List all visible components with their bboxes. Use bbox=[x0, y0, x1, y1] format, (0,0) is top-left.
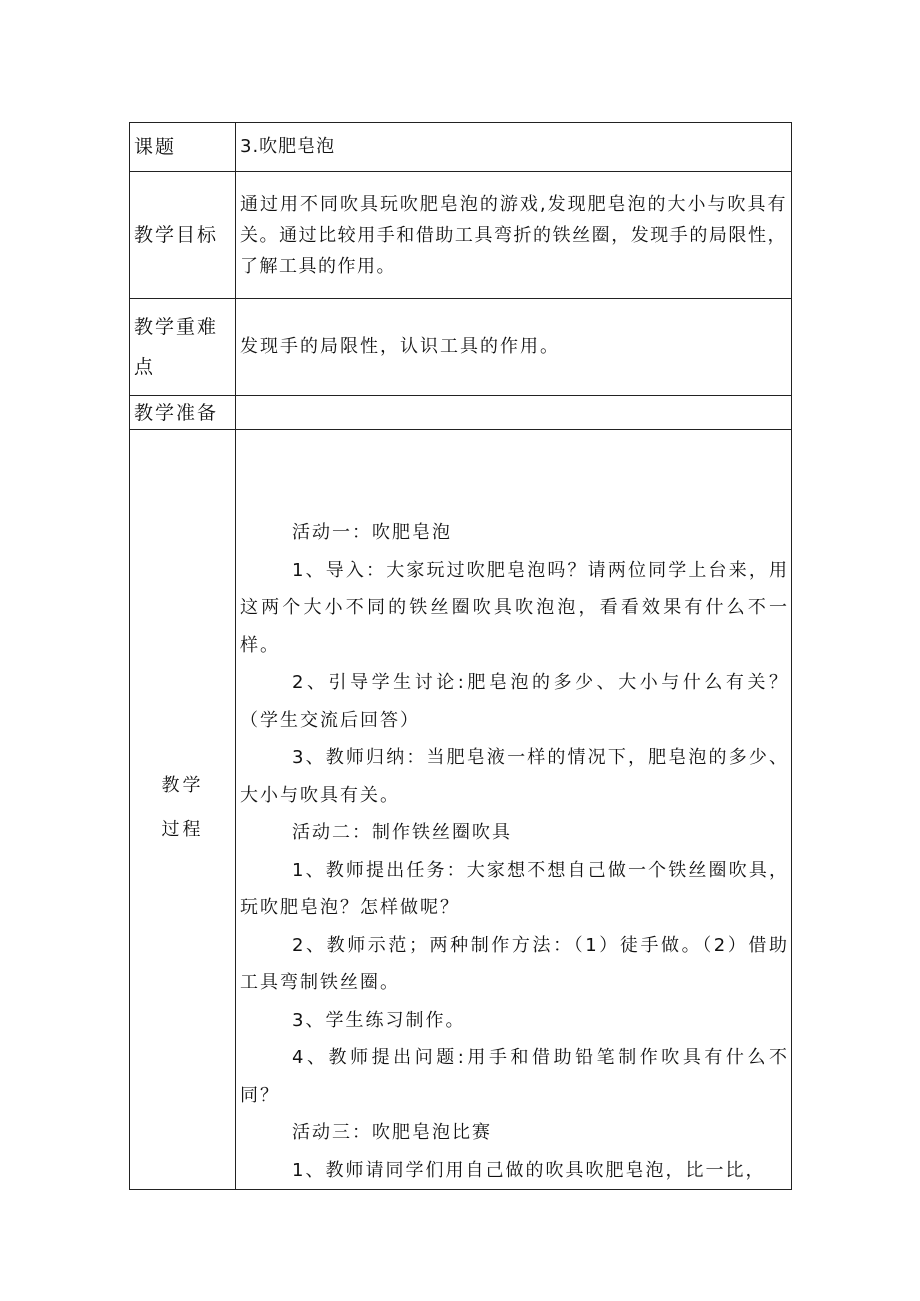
process-paragraph: 1、教师提出任务：大家想不想自己做一个铁丝圈吹具，玩吹肥皂泡？怎样做呢？ bbox=[240, 859, 789, 918]
process-paragraph: 2、引导学生讨论:肥皂泡的多少、大小与什么有关？（学生交流后回答） bbox=[240, 672, 789, 731]
process-paragraph: 4、教师提出问题:用手和借助铅笔制作吹具有什么不同？ bbox=[240, 1047, 789, 1106]
process-paragraph: 活动三：吹肥皂泡比赛 bbox=[292, 1122, 492, 1143]
prep-row bbox=[130, 396, 792, 430]
process-paragraph: 1、导入：大家玩过吹肥皂泡吗？请两位同学上台来，用这两个大小不同的铁丝圈吹具吹泡泡，看看效果有什么不一样。 bbox=[240, 559, 789, 656]
process-label: 教学过程 bbox=[161, 774, 204, 840]
process-paragraph: 活动一：吹肥皂泡 bbox=[292, 522, 452, 543]
goal-label: 教学目标 bbox=[134, 224, 219, 246]
lesson-plan-table bbox=[129, 122, 792, 1190]
process-row bbox=[130, 430, 792, 1190]
process-paragraph: 活动二：制作铁丝圈吹具 bbox=[292, 822, 512, 843]
process-content bbox=[236, 430, 791, 1189]
difficulty-row bbox=[130, 299, 792, 396]
topic-row bbox=[130, 123, 792, 172]
difficulty-label: 教学重难点 bbox=[134, 316, 219, 378]
difficulty-value: 发现手的局限性，认识工具的作用。 bbox=[240, 336, 560, 357]
topic-label: 课题 bbox=[134, 136, 177, 158]
goal-value: 通过用不同吹具玩吹肥皂泡的游戏,发现肥皂泡的大小与吹具有关。通过比较用手和借助工具弯折的铁丝圈，发现手的局限性，了解工具的作用。 bbox=[240, 193, 787, 277]
process-paragraph: 3、学生练习制作。 bbox=[292, 1009, 466, 1031]
topic-value: 3.吹肥皂泡 bbox=[240, 136, 336, 157]
goal-row bbox=[130, 172, 792, 299]
process-paragraph: 1、教师请同学们用自己做的吹具吹肥皂泡，比一比， bbox=[292, 1159, 766, 1181]
prep-label: 教学准备 bbox=[134, 401, 219, 424]
process-paragraph: 2、教师示范；两种制作方法：（1）徒手做。（2）借助工具弯制铁丝圈。 bbox=[240, 934, 789, 993]
process-paragraph: 3、教师归纳：当肥皂液一样的情况下，肥皂泡的多少、大小与吹具有关。 bbox=[240, 747, 789, 806]
